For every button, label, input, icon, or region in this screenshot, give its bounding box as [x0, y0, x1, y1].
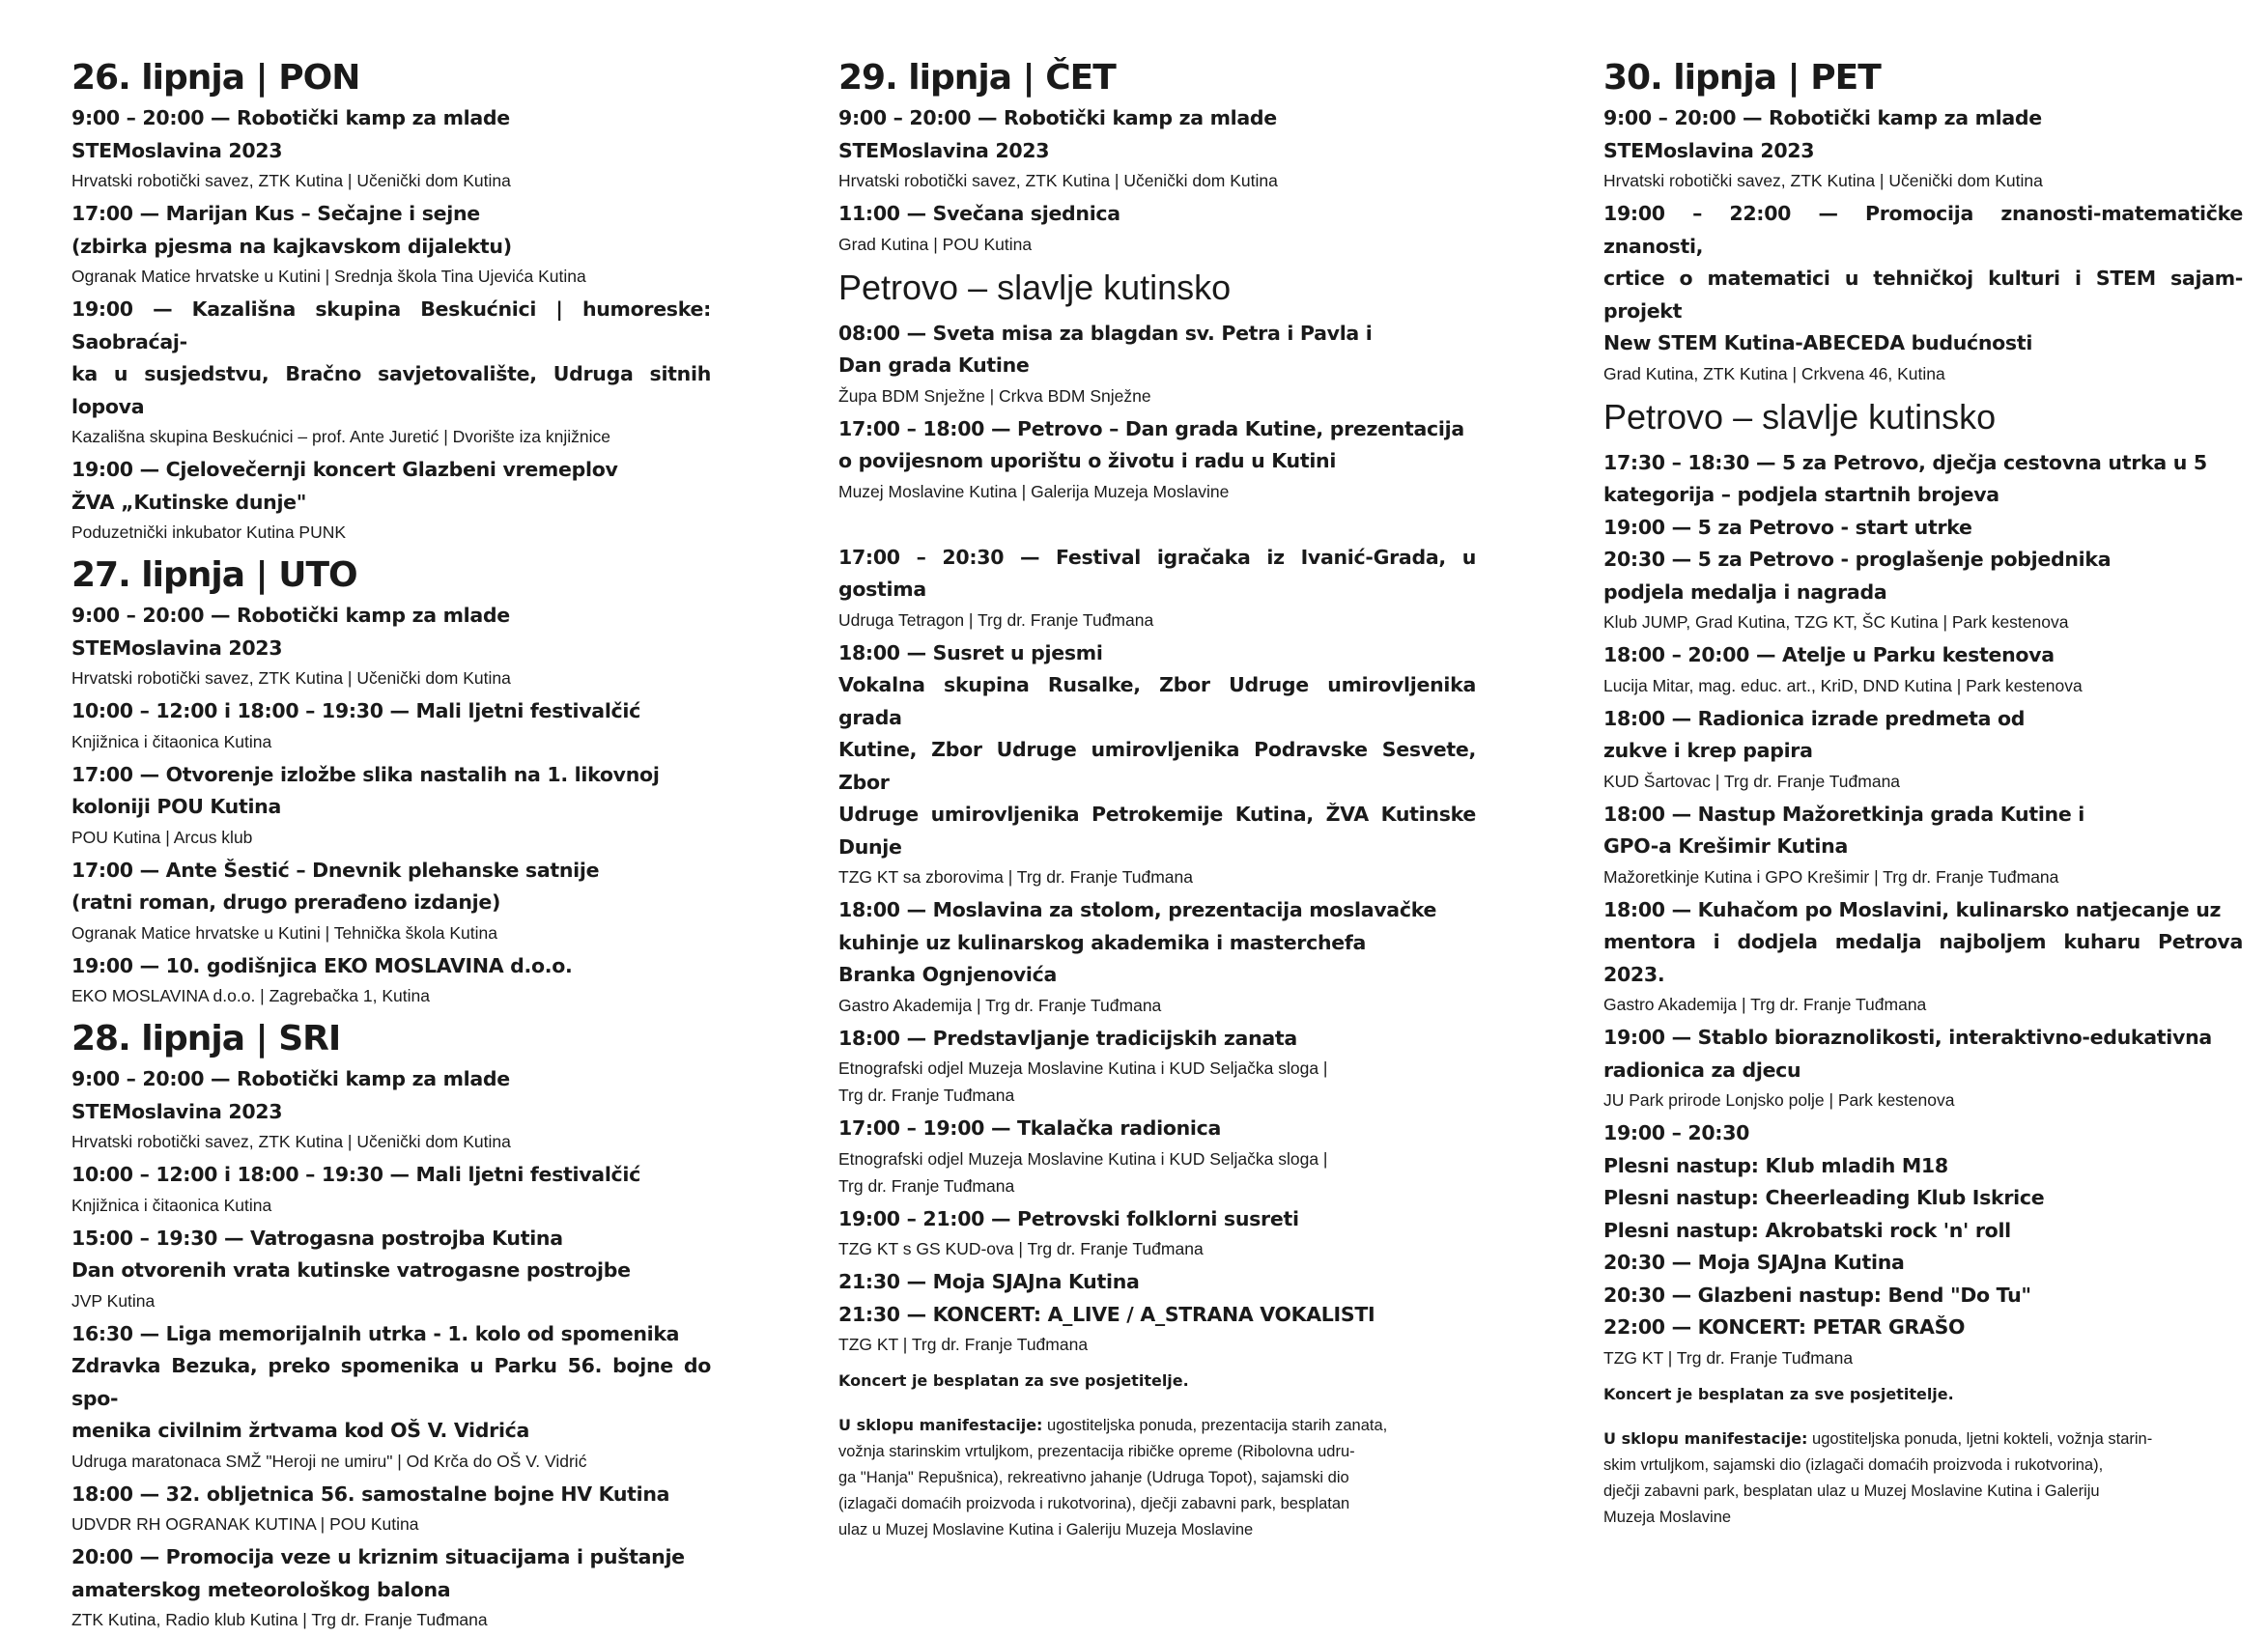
event-item: [838, 198, 1476, 258]
event-item: [1603, 1117, 2243, 1371]
event-venue: POU Kutina | Arcus klub: [71, 827, 253, 847]
event-title: 18:00 — Moslavina za stolom, prezentacija moslavačke kuhinje uz kulinarskog akademika i masterchefa Branka Ognjenovića: [838, 898, 1437, 986]
event-venue: Kazališna skupina Beskućnici – prof. Ante Juretić | Dvorište iza knjižnice: [71, 427, 611, 446]
manifestation-text: ugostiteljska ponuda, prezentacija starih zanata, vožnja starinskim vrtuljkom, prezentacija ribičke opreme (Ribolovna udru- ga "Hanja" Repušnica), rekreativno jahanje (Udruga Topot), sajamski dio (izlagači domaćih proizvoda i rukotvorina), dječji zabavni park, besplatan ulaz u Muzej Moslavine Kutina i Galeriju Muzeja Moslavine: [838, 1417, 1388, 1538]
event-title: 19:00 — Stablo bioraznolikosti, interaktivno-edukativna radionica za djecu: [1603, 1026, 2212, 1082]
event-venue: Ogranak Matice hrvatske u Kutini | Srednja škola Tina Ujevića Kutina: [71, 267, 586, 286]
event-title: 17:00 — Otvorenje izložbe slika nastalih na 1. likovnoj koloniji POU Kutina: [71, 762, 660, 818]
event-venue: Udruga maratonaca SMŽ "Heroji ne umiru" | Od Krča do OŠ V. Vidrić: [71, 1451, 587, 1471]
event-title: 9:00 – 20:00 — Robotički kamp za mlade STEMoslavina 2023: [71, 106, 510, 162]
event-item: [71, 1063, 711, 1155]
event-venue: Ogranak Matice hrvatske u Kutini | Tehnička škola Kutina: [71, 922, 497, 943]
event-venue: Hrvatski robotički savez, ZTK Kutina | Učenički dom Kutina: [71, 668, 511, 688]
event-item: [838, 413, 1476, 505]
event-venue: Hrvatski robotički savez, ZTK Kutina | Učenički dom Kutina: [1603, 171, 2043, 190]
event-venue: Muzej Moslavine Kutina | Galerija Muzeja Moslavine: [838, 481, 1230, 501]
section-heading: Petrovo – slavlje kutinsko: [1603, 396, 1997, 437]
event-item: [838, 1203, 1476, 1263]
spacer: [838, 509, 1476, 542]
event-item: [71, 1159, 711, 1219]
event-item: [838, 1023, 1476, 1110]
event-venue: Hrvatski robotički savez, ZTK Kutina | Učenički dom Kutina: [71, 171, 511, 190]
concert-note-text: Koncert je besplatan za sve posjetitelje.: [1603, 1384, 1954, 1403]
event-item: [1603, 447, 2243, 636]
event-item: [1603, 894, 2243, 1019]
event-venue: TZG KT | Trg dr. Franje Tuđmana: [838, 1335, 1089, 1354]
event-item: [71, 1541, 711, 1633]
event-title: 17:30 – 18:30 — 5 za Petrovo, dječja cestovna utrka u 5 kategorija – podjela startnih brojeva 19:00 — 5 za Petrovo - start utrke 20:30 — 5 za Petrovo - proglašenje pobjednika podjela medalja i nagrada: [1603, 450, 2207, 604]
event-title: 9:00 – 20:00 — Robotički kamp za mlade STEMoslavina 2023: [71, 604, 510, 660]
event-venue: TZG KT | Trg dr. Franje Tuđmana: [1603, 1347, 1854, 1368]
event-venue: Grad Kutina, ZTK Kutina | Crkvena 46, Kutina: [1603, 363, 1945, 383]
manifestation-info: [838, 1412, 1476, 1543]
event-venue: UDVDR RH OGRANAK KUTINA | POU Kutina: [71, 1514, 419, 1534]
event-venue: JVP Kutina: [71, 1290, 156, 1311]
event-title: 15:00 – 19:30 — Vatrogasna postrojba Kutina Dan otvorenih vrata kutinske vatrogasne postrojbe: [71, 1226, 631, 1282]
event-venue: ZTK Kutina, Radio klub Kutina | Trg dr. Franje Tuđmana: [71, 1610, 488, 1629]
day-heading: 28. lipnja | SRI: [71, 1019, 341, 1058]
event-item: [1603, 198, 2243, 387]
event-item: [71, 600, 711, 691]
manifestation-info: [1603, 1425, 2243, 1531]
event-title: 16:30 — Liga memorijalnih utrka - 1. kolo od spomenika Zdravka Bezuka, preko spomenika u Parku 56. bojne do spo- menika civilnim žrtvama kod OŠ V. Vidrića: [71, 1321, 711, 1442]
event-item: [71, 695, 711, 755]
event-title: 9:00 – 20:00 — Robotički kamp za mlade STEMoslavina 2023: [838, 106, 1277, 162]
event-venue: Grad Kutina | POU Kutina: [838, 234, 1033, 254]
concert-note: [1603, 1381, 2243, 1408]
event-item: [838, 542, 1476, 634]
manifestation-text: ugostiteljska ponuda, ljetni kokteli, vožnja starin- skim vrtuljkom, sajamski dio (izlagači domaćih proizvoda i rukotvorina), dječji zabavni park, besplatan ulaz u Muzej Moslavine Kutina i Galeriju Muzeja Moslavine: [1603, 1429, 2153, 1526]
day-heading: 30. lipnja | PET: [1603, 58, 1881, 98]
event-title: 19:00 – 21:00 — Petrovski folklorni susreti: [838, 1206, 1299, 1230]
event-venue: Poduzetnički inkubator Kutina PUNK: [71, 522, 347, 542]
event-item: [71, 198, 711, 290]
event-venue: Mažoretkinje Kutina i GPO Krešimir | Trg dr. Franje Tuđmana: [1603, 866, 2059, 887]
event-title: 18:00 — Susret u pjesmi Vokalna skupina Rusalke, Zbor Udruge umirovljenika grada Kutine, Zbor Udruge umirovljenika Podravske Sesvete, Zbor Udruge umirovljenika Petrokemije Kutina, ŽVA Kutinske Dunje: [838, 640, 1476, 859]
column-1: [71, 52, 711, 1637]
event-title: 18:00 — Kuhačom po Moslavini, kulinarsko natjecanje uz mentora i dodjela medalja najboljem kuharu Petrova 2023.: [1603, 897, 2243, 986]
event-item: [71, 950, 711, 1010]
day-heading: 29. lipnja | ČET: [838, 58, 1116, 98]
event-item: [1603, 703, 2243, 795]
event-item: [838, 1266, 1476, 1358]
event-title: 19:00 — Cjelovečernji koncert Glazbeni vremeplov ŽVA „Kutinske dunje": [71, 458, 618, 514]
event-venue: TZG KT sa zborovima | Trg dr. Franje Tuđmana: [838, 867, 1193, 887]
column-2: [838, 52, 1476, 1543]
event-title: 18:00 — Predstavljanje tradicijskih zanata: [838, 1026, 1297, 1050]
concert-note: [838, 1368, 1476, 1395]
event-venue: Klub JUMP, Grad Kutina, TZG KT, ŠC Kutina | Park kestenova: [1603, 612, 2069, 632]
event-title: 18:00 – 20:00 — Atelje u Parku kestenova: [1603, 643, 2055, 666]
event-item: [71, 1479, 711, 1538]
event-item: [71, 1318, 711, 1475]
day-heading: 27. lipnja | UTO: [71, 555, 357, 595]
event-title: 08:00 — Sveta misa za blagdan sv. Petra i Pavla i Dan grada Kutine: [838, 321, 1373, 377]
event-item: [838, 637, 1476, 891]
event-item: [838, 318, 1476, 409]
event-venue: Udruga Tetragon | Trg dr. Franje Tuđmana: [838, 609, 1154, 630]
event-title: 18:00 — Nastup Mažoretkinja grada Kutine i GPO-a Krešimir Kutina: [1603, 802, 2085, 858]
event-venue: KUD Šartovac | Trg dr. Franje Tuđmana: [1603, 771, 1901, 791]
event-item: [71, 1223, 711, 1314]
event-title: 10:00 – 12:00 i 18:00 – 19:30 — Mali ljetni festivalčić: [71, 1163, 640, 1186]
event-title: 10:00 – 12:00 i 18:00 – 19:30 — Mali ljetni festivalčić: [71, 699, 640, 722]
event-item: [71, 294, 711, 450]
manifestation-lead: U sklopu manifestacije:: [1603, 1428, 1808, 1448]
event-venue: Knjižnica i čitaonica Kutina: [71, 1195, 272, 1215]
event-venue: Hrvatski robotički savez, ZTK Kutina | Učenički dom Kutina: [71, 1132, 511, 1151]
event-item: [838, 1113, 1476, 1200]
event-title: 19:00 – 22:00 — Promocija znanosti-matematičke znanosti, crtice o matematici u tehničkoj kulturi i STEM sajam- projekt New STEM Kutina-ABECEDA budućnosti: [1603, 202, 2243, 354]
event-venue: TZG KT s GS KUD-ova | Trg dr. Franje Tuđmana: [838, 1239, 1204, 1258]
event-item: [1603, 102, 2243, 194]
event-title: 18:00 — 32. obljetnica 56. samostalne bojne HV Kutina: [71, 1482, 670, 1506]
event-title: 9:00 – 20:00 — Robotički kamp za mlade STEMoslavina 2023: [1603, 106, 2042, 162]
event-venue: JU Park prirode Lonjsko polje | Park kestenova: [1603, 1090, 1955, 1110]
event-venue: Lucija Mitar, mag. educ. art., KriD, DND Kutina | Park kestenova: [1603, 675, 2083, 695]
manifestation-lead: U sklopu manifestacije:: [838, 1416, 1043, 1434]
event-title: 20:00 — Promocija veze u kriznim situacijama i puštanje amaterskog meteorološkog balona: [71, 1545, 685, 1601]
event-item: [71, 454, 711, 546]
day-heading: 26. lipnja | PON: [71, 58, 360, 98]
event-item: [1603, 639, 2243, 699]
event-title: 17:00 – 20:30 — Festival igračaka iz Ivanić-Grada, u gostima: [838, 545, 1476, 601]
column-3: [1603, 52, 2243, 1531]
event-venue: Hrvatski robotički savez, ZTK Kutina | Učenički dom Kutina: [838, 171, 1278, 190]
event-title: 19:00 — 10. godišnjica EKO MOSLAVINA d.o.o.: [71, 953, 573, 977]
event-title: 17:00 – 18:00 — Petrovo – Dan grada Kutine, prezentacija o povijesnom uporištu o životu i radu u Kutini: [838, 416, 1464, 472]
event-item: [71, 759, 711, 851]
event-title: 17:00 – 19:00 — Tkalačka radionica: [838, 1116, 1222, 1140]
event-item: [1603, 799, 2243, 890]
event-venue: Knjižnica i čitaonica Kutina: [71, 731, 272, 751]
event-title: 21:30 — Moja SJAJna Kutina 21:30 — KONCERT: A_LIVE / A_STRANA VOKALISTI: [838, 1270, 1375, 1326]
event-venue: EKO MOSLAVINA d.o.o. | Zagrebačka 1, Kutina: [71, 986, 430, 1005]
concert-note-text: Koncert je besplatan za sve posjetitelje.: [838, 1371, 1189, 1390]
event-title: 9:00 – 20:00 — Robotički kamp za mlade STEMoslavina 2023: [71, 1067, 510, 1123]
event-venue: Gastro Akademija | Trg dr. Franje Tuđmana: [1603, 995, 1927, 1014]
event-title: 19:00 — Kazališna skupina Beskućnici | humoreske: Saobraćaj- ka u susjedstvu, Bračno savjetovalište, Udruga sitnih lopova: [71, 297, 711, 418]
event-venue: Etnografski odjel Muzeja Moslavine Kutina i KUD Seljačka sloga | Trg dr. Franje Tuđmana: [838, 1148, 1328, 1196]
event-item: [1603, 1022, 2243, 1114]
event-item: [71, 855, 711, 946]
event-item: [838, 102, 1476, 194]
event-item: [71, 102, 711, 194]
event-item: [838, 894, 1476, 1019]
event-title: 18:00 — Radionica izrade predmeta od zukve i krep papira: [1603, 706, 2026, 762]
event-venue: Župa BDM Snježne | Crkva BDM Snježne: [838, 385, 1151, 406]
event-title: 17:00 — Marijan Kus – Sečajne i sejne (zbirka pjesma na kajkavskom dijalektu): [71, 202, 512, 258]
event-venue: Gastro Akademija | Trg dr. Franje Tuđmana: [838, 995, 1162, 1015]
event-title: 17:00 — Ante Šestić – Dnevnik plehanske satnije (ratni roman, drugo prerađeno izdanje): [71, 858, 600, 914]
event-venue: Etnografski odjel Muzeja Moslavine Kutina i KUD Seljačka sloga | Trg dr. Franje Tuđmana: [838, 1058, 1328, 1105]
event-title: 19:00 – 20:30 Plesni nastup: Klub mladih M18 Plesni nastup: Cheerleading Klub Iskrice Plesni nastup: Akrobatski rock 'n' roll 20:30 — Moja SJAJna Kutina 20:30 — Glazbeni nastup: Bend "Do Tu" 22:00 — KONCERT: PETAR GRAŠO: [1603, 1121, 2045, 1339]
event-title: 11:00 — Svečana sjednica: [838, 202, 1120, 225]
section-heading: Petrovo – slavlje kutinsko: [838, 267, 1232, 307]
